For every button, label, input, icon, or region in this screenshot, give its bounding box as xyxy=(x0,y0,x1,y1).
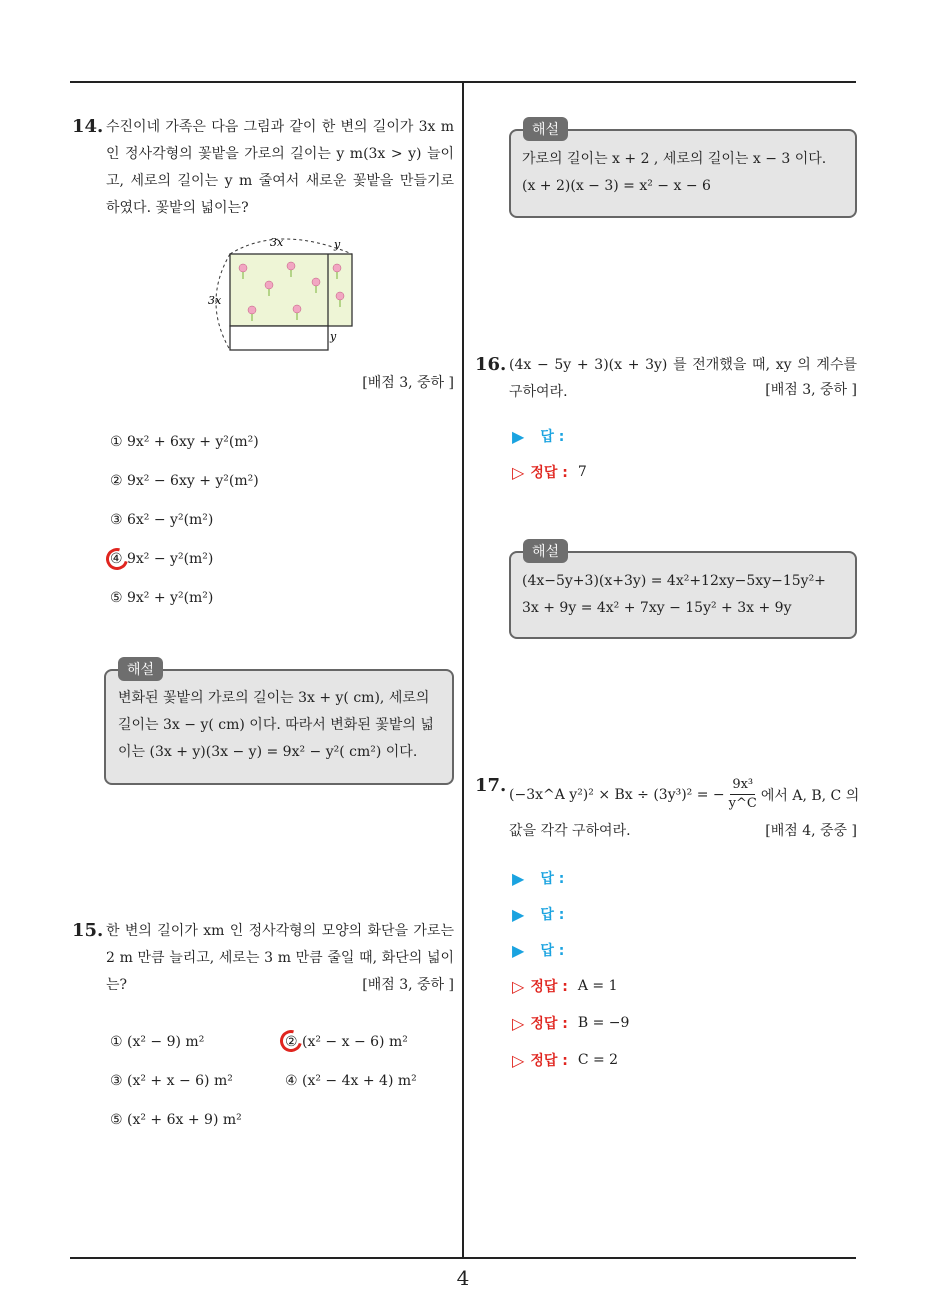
q14-explanation-text: 변화된 꽃밭의 가로의 길이는 3x + y( cm), 세로의 길이는 3x − y( cm) 이다. 따라서 변화된 꽃밭의 넓이는 (3x + y)(3x − y) = 9x² − y²( cm²) 이다. xyxy=(118,690,434,760)
q17-correct-label-2: 정답 : xyxy=(530,1016,568,1032)
q16-explanation-line1: (4x−5y+3)(x+3y) = 4x²+12xy−5xy−15y²+ xyxy=(522,573,826,589)
q16-correct-row xyxy=(512,462,587,482)
q15-choice-3[interactable]: ③ (x² + x − 6) m² xyxy=(110,1073,233,1089)
q15-explanation-line1: 가로의 길이는 x + 2 , 세로의 길이는 x − 3 이다. xyxy=(522,151,827,167)
q17-correct-value-2: B = −9 xyxy=(577,1015,630,1031)
column-divider xyxy=(462,83,464,1259)
play-filled-icon: ▶ xyxy=(512,426,525,446)
bottom-rule xyxy=(70,1257,856,1259)
q17-score: [배점 4, 중중 ] xyxy=(765,823,857,839)
q17-expression xyxy=(509,776,860,813)
q17-correct-row-1 xyxy=(512,976,618,996)
q16-correct-label: 정답 : xyxy=(530,465,568,481)
fig-left-label: 3x xyxy=(208,294,222,307)
q14-choice-3[interactable]: ③ 6x² − y²(m²) xyxy=(110,512,214,528)
q14-choice-5[interactable]: ⑤ 9x² + y²(m²) xyxy=(110,590,214,606)
q14-choice-4[interactable]: ④ 9x² − y²(m²) xyxy=(110,551,214,567)
play-filled-icon: ▶ xyxy=(512,868,525,888)
q17-text2: 값을 각각 구하여라. xyxy=(509,823,631,839)
q14-choice-2[interactable]: ② 9x² − 6xy + y²(m²) xyxy=(110,473,259,489)
q17-answer-label-1: 답 : xyxy=(540,871,565,887)
q14-flower-garden-figure xyxy=(200,228,360,358)
play-outline-icon: ▷ xyxy=(512,976,525,996)
page-number: 4 xyxy=(456,1266,470,1290)
q17-answer-label-3: 답 : xyxy=(540,943,565,959)
q16-text: (4x − 5y + 3)(x + 3y) 를 전개했을 때, xy 의 계수를 구하여라. xyxy=(509,357,857,400)
q17-correct-row-2 xyxy=(512,1013,629,1033)
q14-score: [배점 3, 중하 ] xyxy=(362,375,454,391)
fig-top-label: 3x xyxy=(270,236,284,249)
q15-choice-2[interactable]: ② (x² − x − 6) m² xyxy=(285,1034,408,1050)
q17-answer-row-1[interactable] xyxy=(512,868,564,888)
q15-number: 15. xyxy=(72,920,104,941)
q17-answer-label-2: 답 : xyxy=(540,907,565,923)
q17-correct-label-1: 정답 : xyxy=(530,979,568,995)
q17-correct-value-1: A = 1 xyxy=(577,978,618,994)
q15-choice-4[interactable]: ④ (x² − 4x + 4) m² xyxy=(285,1073,417,1089)
play-filled-icon: ▶ xyxy=(512,940,525,960)
q17-number: 17. xyxy=(475,775,507,796)
play-outline-icon: ▷ xyxy=(512,1013,525,1033)
q16-number: 16. xyxy=(475,354,507,375)
q15-explanation-line2: (x + 2)(x − 3) = x² − x − 6 xyxy=(522,178,711,194)
play-outline-icon: ▷ xyxy=(512,1050,525,1070)
play-outline-icon: ▷ xyxy=(512,462,525,482)
q17-correct-row-3 xyxy=(512,1050,618,1070)
q17-fraction-denominator: y^C xyxy=(728,796,757,811)
q16-answer-label: 답 : xyxy=(540,429,565,445)
q17-correct-value-3: C = 2 xyxy=(577,1052,619,1068)
q15-text: 한 변의 길이가 xm 인 정사각형의 모양의 화단을 가로는 2 m 만큼 늘리고, 세로는 3 m 만큼 줄일 때, 화단의 넓이는? xyxy=(106,923,454,993)
fig-bottom-right-label: y xyxy=(330,330,337,343)
q17-answer-row-3[interactable] xyxy=(512,940,564,960)
q17-correct-label-3: 정답 : xyxy=(530,1053,568,1069)
q17-fraction-numerator: 9x³ xyxy=(730,776,755,795)
q16-explanation-tag: 해설 xyxy=(523,539,568,563)
q16-score: [배점 3, 중하 ] xyxy=(765,382,857,398)
q14-text: 수진이네 가족은 다음 그림과 같이 한 변의 길이가 3x m 인 정사각형의 꽃밭을 가로의 길이는 y m(3x > y) 늘이고, 세로의 길이는 y m 줄여서 새로운 꽃밭을 만들기로 하였다. 꽃밭의 넓이는? xyxy=(106,119,454,216)
q15-choice-5[interactable]: ⑤ (x² + 6x + 9) m² xyxy=(110,1112,242,1128)
q17-answer-row-2[interactable] xyxy=(512,904,564,924)
q15-score: [배점 3, 중하 ] xyxy=(362,977,454,993)
q14-number: 14. xyxy=(72,116,104,137)
q16-answer-row[interactable] xyxy=(512,426,564,446)
q16-correct-value: 7 xyxy=(577,464,587,480)
q14-explanation-tag: 해설 xyxy=(118,657,163,681)
fig-top-right-label: y xyxy=(334,238,341,251)
q15-choice-1[interactable]: ① (x² − 9) m² xyxy=(110,1034,205,1050)
play-filled-icon: ▶ xyxy=(512,904,525,924)
q17-fraction xyxy=(729,776,757,813)
q17-expression-rhs: 에서 A, B, C 의 xyxy=(760,787,860,804)
q15-explanation-tag: 해설 xyxy=(523,117,568,141)
q17-expression-lhs: (−3x^A y²)² × Bx ÷ (3y³)² = − xyxy=(509,786,725,803)
q16-explanation-line2: 3x + 9y = 4x² + 7xy − 15y² + 3x + 9y xyxy=(522,600,792,616)
q14-choice-1[interactable]: ① 9x² + 6xy + y²(m²) xyxy=(110,434,259,450)
